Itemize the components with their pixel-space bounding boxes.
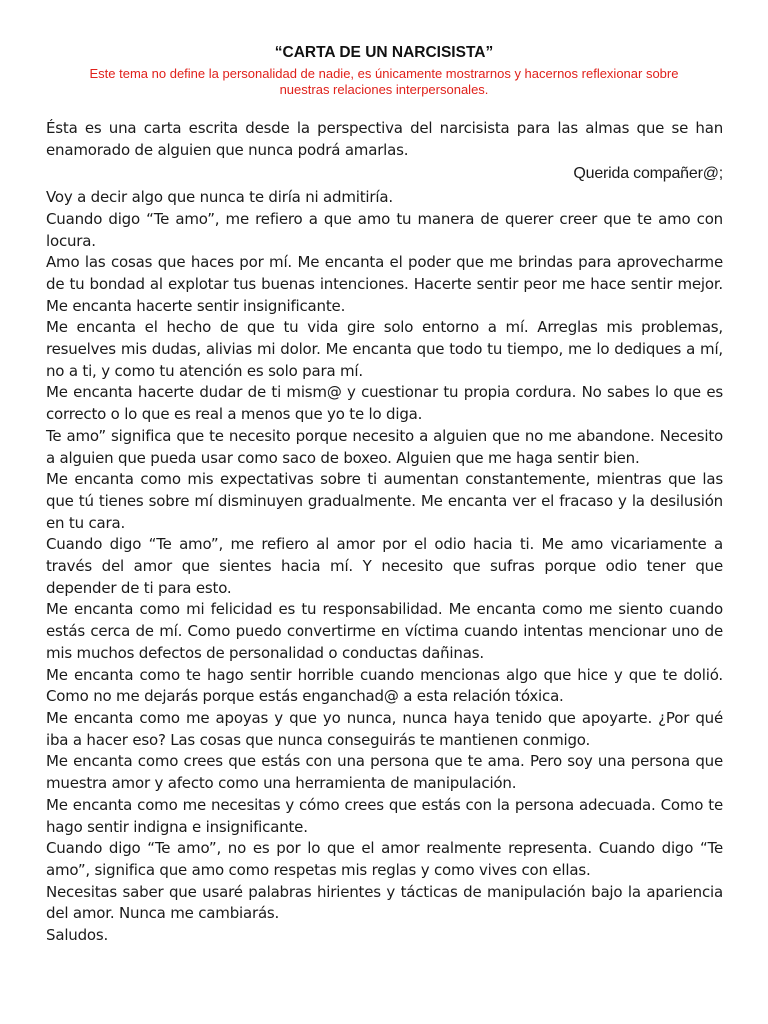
letter-paragraph: Me encanta como me apoyas y que yo nunca, nunca haya tenido que apoyarte. ¿Por qué iba a hacer eso? Las cosas que nunca conseguirás te mantienen conmigo. bbox=[46, 708, 723, 749]
letter-paragraph: Me encanta como me necesitas y cómo crees que estás con la persona adecuada. Como te hago sentir indigna e insignificante. bbox=[46, 795, 723, 836]
signoff: Saludos. bbox=[46, 926, 109, 945]
letter-paragraph: Me encanta hacerte dudar de ti mism@ y cuestionar tu propia cordura. No sabes lo que es correcto o lo que es real a menos que yo te lo diga. bbox=[46, 383, 723, 424]
letter-paragraph: Necesitas saber que usaré palabras hirientes y tácticas de manipulación bajo la apariencia del amor. Nunca me cambiarás. bbox=[46, 882, 723, 923]
letter-body bbox=[46, 118, 723, 947]
letter-paragraph: Cuando digo “Te amo”, me refiero al amor por el odio hacia ti. Me amo vicariamente a través del amor que sientes hacia mí. Y necesito que sufras porque odio tener que depender de ti para esto. bbox=[46, 535, 723, 597]
letter-paragraph: Cuando digo “Te amo”, no es por lo que el amor realmente representa. Cuando digo “Te amo”, significa que amo como respetas mis reglas y como vives con ellas. bbox=[46, 839, 723, 879]
greeting: Querida compañer@; bbox=[573, 165, 723, 183]
letter-paragraph: Voy a decir algo que nunca te diría ni admitiría. bbox=[46, 188, 393, 207]
letter-paragraph: Cuando digo “Te amo”, me refiero a que amo tu manera de querer creer que te amo con locura. bbox=[46, 209, 723, 250]
letter-paragraph: Me encanta como mi felicidad es tu responsabilidad. Me encanta como me siento cuando estás cerca de mí. Como puedo convertirme en víctima cuando intentas mencionar uno de mis muchos defectos de personalidad o conductas dañinas. bbox=[46, 600, 723, 662]
disclaimer-note: Este tema no define la personalidad de nadie, es únicamente mostrarnos y hacernos reflexionar sobre nuestras relaciones interpersonales. bbox=[89, 66, 679, 97]
letter-paragraph: Amo las cosas que haces por mí. Me encanta el poder que me brindas para aprovecharme de tu bondad al explotar tus buenas intenciones. Hacerte sentir peor me hace sentir mejor. Me encanta hacerte sentir insignificante. bbox=[46, 253, 723, 315]
letter-paragraph: Me encanta como crees que estás con una persona que te ama. Pero soy una persona que muestra amor y afecto como una herramienta de manipulación. bbox=[46, 752, 723, 793]
letter-paragraph: Me encanta el hecho de que tu vida gire solo entorno a mí. Arreglas mis problemas, resuelves mis dudas, alivias mi dolor. Me encanta que todo tu tiempo, me lo dediques a mí, no a ti, y como tu atención es solo para mí. bbox=[46, 318, 723, 380]
intro-paragraph: Ésta es una carta escrita desde la perspectiva del narcisista para las almas que se han enamorado de alguien que nunca podrá amarlas. bbox=[46, 119, 723, 159]
letter-paragraph: Te amo” significa que te necesito porque necesito a alguien que no me abandone. Necesito a alguien que pueda usar como saco de boxeo. Alguien que me haga sentir bien. bbox=[46, 426, 723, 467]
letter-paragraph: Me encanta como mis expectativas sobre ti aumentan constantemente, mientras que las que tú tienes sobre mí disminuyen gradualmente. Me encanta ver el fracaso y la desilusión en tu cara. bbox=[46, 470, 723, 532]
document-title: “CARTA DE UN NARCISISTA” bbox=[274, 44, 494, 61]
letter-paragraph: Me encanta como te hago sentir horrible cuando mencionas algo que hice y que te dolió. Como no me dejarás porque estás enganchad@ a esta relación tóxica. bbox=[46, 665, 723, 706]
